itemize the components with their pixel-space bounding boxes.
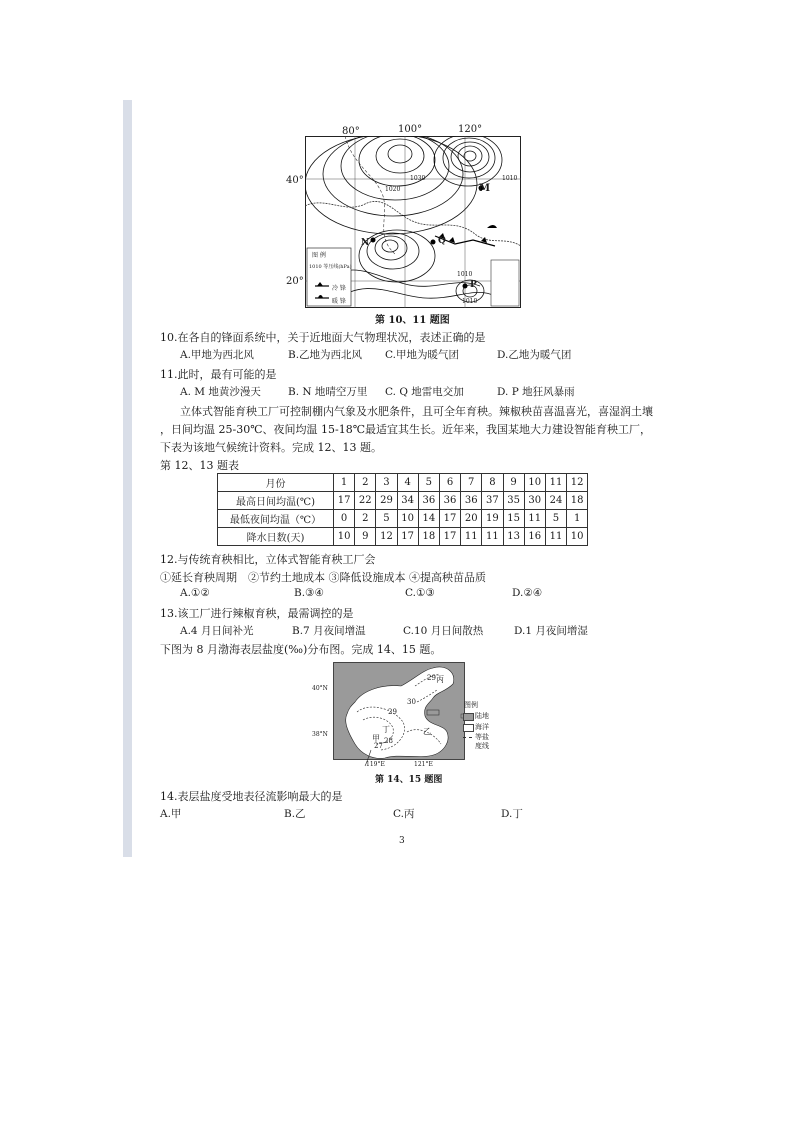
q13-option-b: B.7 月夜间增温 <box>292 625 366 637</box>
table-cell: 8 <box>482 474 503 492</box>
legend-title: 图 例 <box>312 252 326 259</box>
q11-option-d: D. P 地狂风暴雨 <box>497 386 575 398</box>
place-label-bing: 丙 <box>436 675 444 684</box>
table-cell: 34 <box>397 492 418 510</box>
table-cell: 29 <box>376 492 397 510</box>
q10-option-b: B.乙地为西北风 <box>288 349 363 361</box>
row-header: 最高日间均温(℃) <box>218 492 334 510</box>
table-cell: 9 <box>503 474 524 492</box>
q14-option-d: D.丁 <box>501 808 523 820</box>
table-cell: 35 <box>503 492 524 510</box>
table-cell: 7 <box>461 474 482 492</box>
isobar-label: 1010 <box>462 298 478 305</box>
question-10-stem: 10.在各自的锋面系统中，关于近地面大气物理状况，表述正确的是 <box>160 331 486 344</box>
table-cell: 5 <box>418 474 439 492</box>
isohaline-label: 27 <box>374 742 383 750</box>
table-cell: 15 <box>503 510 524 528</box>
table-cell: 20 <box>461 510 482 528</box>
page-number: 3 <box>399 836 405 846</box>
legend-item-land: 陆地 <box>475 712 489 720</box>
isohaline-label: 29 <box>388 708 397 716</box>
table-cell: 3 <box>376 474 397 492</box>
table-cell: 11 <box>545 528 566 546</box>
isohaline-label: 30 <box>407 698 416 706</box>
table-cell: 30 <box>524 492 545 510</box>
isohaline-label: 28 <box>384 737 393 745</box>
table-cell: 2 <box>355 474 376 492</box>
passage-line: 下表为该地气候统计资料。完成 12、13 题。 <box>160 441 382 454</box>
table-cell: 11 <box>482 528 503 546</box>
table-cell: 36 <box>418 492 439 510</box>
row-header: 月份 <box>218 474 334 492</box>
table-cell: 10 <box>334 528 355 546</box>
question-11-stem: 11.此时，最有可能的是 <box>160 368 277 381</box>
table-cell: 19 <box>482 510 503 528</box>
table-cell: 36 <box>461 492 482 510</box>
lat-label: 20° <box>286 276 304 287</box>
q14-option-c: C.丙 <box>393 808 415 820</box>
point-label-n: N <box>361 238 370 248</box>
table-cell: 17 <box>334 492 355 510</box>
legend-swatch-sea <box>463 724 474 732</box>
q12-option-c: C.①③ <box>405 587 435 599</box>
q10-option-d: D.乙地为暖气团 <box>497 349 572 361</box>
table-cell: 1 <box>334 474 355 492</box>
question-12-statements: ①延长育秧周期 ②节约土地成本 ③降低设施成本 ④提高秧苗品质 <box>160 571 486 584</box>
q12-option-b: B.③④ <box>294 587 324 599</box>
place-label-yi: 乙 <box>423 727 431 736</box>
isobar-label: 1010 <box>457 271 473 278</box>
q11-option-c: C. Q 地雷电交加 <box>385 386 464 398</box>
q10-option-a: A.甲地为西北风 <box>180 349 254 361</box>
legend-item-warm-front: 暖 锋 <box>332 298 346 305</box>
isobar-label: 1030 <box>410 175 426 182</box>
salt-lon-label: 121°E <box>414 761 433 768</box>
table-cell: 0 <box>334 510 355 528</box>
table-cell: 1 <box>567 510 588 528</box>
table-cell: 6 <box>439 474 460 492</box>
table-cell: 11 <box>545 474 566 492</box>
legend-item-cold-front: 冷 锋 <box>332 285 346 292</box>
table-row <box>218 528 588 546</box>
legend-item-sea: 海洋 <box>475 723 489 731</box>
salt-lon-label: 119°E <box>366 761 385 768</box>
q14-option-a: A.甲 <box>160 808 182 820</box>
point-label-m: M <box>479 183 491 194</box>
q14-option-b: B.乙 <box>284 808 306 820</box>
climate-table <box>217 473 588 546</box>
q10-option-c: C.甲地为暖气团 <box>385 349 459 361</box>
figure-caption: 第 14、15 题图 <box>375 775 443 785</box>
lat-label: 40° <box>286 175 304 186</box>
salt-legend-title: 图例 <box>464 701 478 709</box>
legend-swatch-land <box>463 713 474 721</box>
question-13-stem: 13.该工厂进行辣椒育秧，最需调控的是 <box>160 607 354 620</box>
table-cell: 17 <box>397 528 418 546</box>
legend-swatch-isohaline <box>463 737 472 738</box>
table-cell: 11 <box>461 528 482 546</box>
question-12-stem: 12.与传统育秧相比，立体式智能育秧工厂会 <box>160 553 376 566</box>
table-cell: 17 <box>439 528 460 546</box>
table-cell: 13 <box>503 528 524 546</box>
table-cell: 2 <box>355 510 376 528</box>
point-label-q: Q <box>438 236 446 246</box>
table-cell: 4 <box>397 474 418 492</box>
table-cell: 36 <box>439 492 460 510</box>
legend-item-isohaline: 等盐度线 <box>475 733 489 750</box>
table-cell: 24 <box>545 492 566 510</box>
place-label-jia: 甲 <box>372 734 380 743</box>
row-header: 降水日数(天) <box>218 528 334 546</box>
lon-label: 120° <box>458 124 483 135</box>
table-row <box>218 474 588 492</box>
salinity-map <box>333 662 465 772</box>
table-cell: 12 <box>376 528 397 546</box>
table-cell: 5 <box>376 510 397 528</box>
table-cell: 10 <box>567 528 588 546</box>
salt-lat-label: 40°N <box>312 685 328 692</box>
table-cell: 17 <box>439 510 460 528</box>
legend-item-isobar: 1010 等压线(hPa) <box>309 264 352 270</box>
page-margin-strip <box>123 100 132 857</box>
isobar-label: 1020 <box>385 186 401 193</box>
intro-14-15: 下图为 8 月渤海表层盐度(‰)分布图。完成 14、15 题。 <box>160 643 442 656</box>
q11-option-a: A. M 地黄沙漫天 <box>180 386 261 398</box>
table-cell: 10 <box>397 510 418 528</box>
table-cell: 10 <box>524 474 545 492</box>
isobar-label: 1010 <box>502 175 518 182</box>
table-caption: 第 12、13 题表 <box>160 459 239 472</box>
q11-option-b: B. N 地晴空万里 <box>288 386 368 398</box>
table-cell: 12 <box>567 474 588 492</box>
point-label-p: P <box>470 280 477 290</box>
salt-lat-label: 38°N <box>312 731 328 738</box>
table-cell: 9 <box>355 528 376 546</box>
table-cell: 18 <box>567 492 588 510</box>
table-cell: 18 <box>418 528 439 546</box>
table-row <box>218 492 588 510</box>
table-cell: 11 <box>524 510 545 528</box>
q12-option-a: A.①② <box>180 587 210 599</box>
q12-option-d: D.②④ <box>512 587 543 599</box>
q13-option-c: C.10 月日间散热 <box>403 625 484 637</box>
place-label-ding: 丁 <box>382 725 390 734</box>
table-cell: 14 <box>418 510 439 528</box>
table-cell: 22 <box>355 492 376 510</box>
q13-option-d: D.1 月夜间增湿 <box>514 625 588 637</box>
row-header: 最低夜间均温（℃） <box>218 510 334 528</box>
passage-line: ，日间均温 25-30℃、夜间均温 15-18℃最适宜其生长。近年来，我国某地大力建设智能育秧工厂， <box>160 423 652 436</box>
table-cell: 16 <box>524 528 545 546</box>
isohaline-label: 29 <box>427 674 436 682</box>
table-row <box>218 510 588 528</box>
question-14-stem: 14.表层盐度受地表径流影响最大的是 <box>160 790 343 803</box>
lon-label: 80° <box>342 126 360 137</box>
table-cell: 37 <box>482 492 503 510</box>
table-cell: 5 <box>545 510 566 528</box>
q13-option-a: A.4 月日间补光 <box>180 625 254 637</box>
lon-label: 100° <box>398 124 423 135</box>
figure-caption: 第 10、11 题图 <box>375 315 450 326</box>
passage-line: 立体式智能育秧工厂可控制棚内气象及水肥条件，且可全年育秧。辣椒秧苗喜温喜光，喜湿润土壤 <box>180 405 653 418</box>
